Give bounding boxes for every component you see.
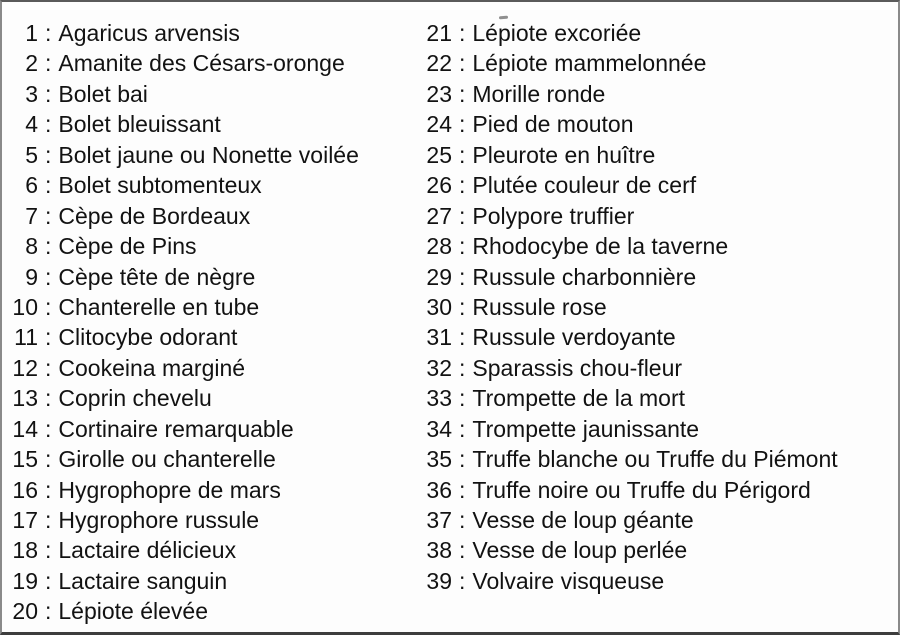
item-name: Cèpe de Pins [58,233,197,260]
item-number: 36 [426,476,452,503]
item-number: 18 [12,537,38,564]
item-name: Cortinaire remarquable [58,415,294,442]
item-number: 33 [426,385,452,412]
list-item [422,18,838,48]
item-number: 26 [426,172,452,199]
item-number: 14 [12,415,38,442]
item-number: 9 [25,263,38,290]
list-item [8,475,359,505]
list-item [422,262,838,292]
list-item [422,414,838,444]
item-name: Morille ronde [472,80,606,107]
item-number: 12 [12,354,38,381]
list-item [8,505,359,535]
list-item [8,48,359,78]
list-item [422,353,838,383]
item-number: 28 [426,233,452,260]
item-number: 35 [426,446,452,473]
item-separator: : [459,111,466,138]
item-number: 30 [426,293,452,320]
item-separator: : [45,446,52,473]
list-item [8,170,359,200]
list-item [8,292,359,322]
item-name: Sparassis chou-fleur [472,354,683,381]
item-number: 2 [25,50,38,77]
item-number: 15 [12,446,38,473]
item-separator: : [45,598,52,625]
item-separator: : [459,202,466,229]
item-name: Truffe blanche ou Truffe du Piémont [472,446,838,473]
list-item [8,444,359,474]
item-separator: : [45,324,52,351]
item-separator: : [45,567,52,594]
list-item [8,109,359,139]
list-item [8,231,359,261]
item-number: 10 [12,293,38,320]
item-number: 13 [12,385,38,412]
item-separator: : [459,20,466,46]
item-number: 20 [12,598,38,625]
item-separator: : [45,80,52,107]
item-number: 32 [426,354,452,381]
item-name: Lactaire sanguin [58,567,228,594]
item-number: 3 [25,80,38,107]
item-separator: : [45,111,52,138]
item-number: 19 [12,567,38,594]
list-item [422,201,838,231]
item-separator: : [45,385,52,412]
item-name: Lépiote élevée [58,598,209,625]
item-number: 5 [25,141,38,168]
item-name: Lactaire délicieux [58,537,237,564]
item-name: Russule rose [472,293,607,320]
item-number: 38 [426,537,452,564]
item-separator: : [459,476,466,503]
list-item [422,109,838,139]
item-number: 27 [426,202,452,229]
item-name: Cèpe de Bordeaux [58,202,251,229]
list-item [8,201,359,231]
item-name: Rhodocybe de la taverne [472,233,729,260]
item-separator: : [459,80,466,107]
list-item [422,535,838,565]
list-item [8,535,359,565]
list-item [422,505,838,535]
list-item [422,231,838,261]
list-item [422,140,838,170]
item-number: 24 [426,111,452,138]
item-name: Truffe noire ou Truffe du Périgord [472,476,811,503]
item-separator: : [45,263,52,290]
list-column-right [422,18,838,596]
item-number: 22 [426,50,452,77]
item-name: Hygrophopre de mars [58,476,281,503]
item-separator: : [459,415,466,442]
item-separator: : [45,476,52,503]
item-separator: : [45,20,52,46]
item-name: Lépiote mammelonnée [472,50,707,77]
list-item [422,292,838,322]
list-item [422,444,838,474]
item-name: Coprin chevelu [58,385,212,412]
item-name: Amanite des Césars-oronge [58,50,345,77]
item-name: Chanterelle en tube [58,293,260,320]
list-item [8,596,359,626]
list-item [8,566,359,596]
item-separator: : [459,233,466,260]
item-separator: : [45,233,52,260]
item-number: 6 [25,172,38,199]
item-number: 21 [426,20,452,46]
list-item [422,79,838,109]
item-number: 39 [426,567,452,594]
item-name: Vesse de loup géante [472,507,694,533]
item-name: Bolet bai [58,80,148,107]
item-number: 1 [25,20,38,46]
item-name: Bolet jaune ou Nonette voilée [58,141,359,168]
list-column-left [8,18,359,627]
item-name: Trompette jaunissante [472,415,700,442]
item-name: Volvaire visqueuse [472,567,665,594]
list-item [8,322,359,352]
item-number: 23 [426,80,452,107]
item-number: 37 [426,507,452,533]
item-separator: : [459,507,466,533]
item-name: Cèpe tête de nègre [58,263,256,290]
item-separator: : [45,415,52,442]
item-number: 34 [426,415,452,442]
item-number: 29 [426,263,452,290]
item-separator: : [459,537,466,564]
item-name: Polypore truffier [472,202,635,229]
list-item [8,262,359,292]
item-number: 7 [25,202,38,229]
list-item [422,48,838,78]
item-number: 11 [14,324,38,351]
item-separator: : [459,263,466,290]
item-name: Pleurote en huître [472,141,656,168]
list-item [422,383,838,413]
item-number: 4 [25,111,38,138]
list-item [422,170,838,200]
item-separator: : [45,537,52,564]
item-separator: : [45,354,52,381]
item-name: Clitocybe odorant [58,324,238,351]
item-separator: : [459,293,466,320]
item-name: Pied de mouton [472,111,634,138]
item-name: Russule charbonnière [472,263,697,290]
item-separator: : [459,324,466,351]
item-name: Agaricus arvensis [58,20,240,46]
item-separator: : [45,141,52,168]
list-item [8,414,359,444]
item-name: Cookeina marginé [58,354,246,381]
item-name: Trompette de la mort [472,385,686,412]
list-item [422,322,838,352]
item-name: Bolet subtomenteux [58,172,262,199]
item-name: Russule verdoyante [472,324,676,351]
item-separator: : [459,354,466,381]
item-number: 16 [12,476,38,503]
item-separator: : [45,202,52,229]
list-item [8,353,359,383]
item-separator: : [459,567,466,594]
list-item [8,18,359,48]
list-item [8,383,359,413]
item-separator: : [45,172,52,199]
item-name: Lépiote excoriée [472,20,642,46]
item-name: Plutée couleur de cerf [472,172,697,199]
list-item [8,140,359,170]
item-separator: : [459,446,466,473]
item-separator: : [459,385,466,412]
list-item [8,79,359,109]
item-name: Bolet bleuissant [58,111,221,138]
item-separator: : [459,172,466,199]
item-separator: : [459,141,466,168]
item-name: Vesse de loup perlée [472,537,688,564]
item-name: Girolle ou chanterelle [58,446,276,473]
item-separator: : [459,50,466,77]
list-item [422,475,838,505]
list-item [422,566,838,596]
item-separator: : [45,50,52,77]
item-number: 31 [426,324,452,351]
item-number: 25 [426,141,452,168]
item-separator: : [45,293,52,320]
item-number: 17 [12,507,38,533]
item-name: Hygrophore russule [58,507,260,533]
item-number: 8 [25,233,38,260]
item-separator: : [45,507,52,533]
